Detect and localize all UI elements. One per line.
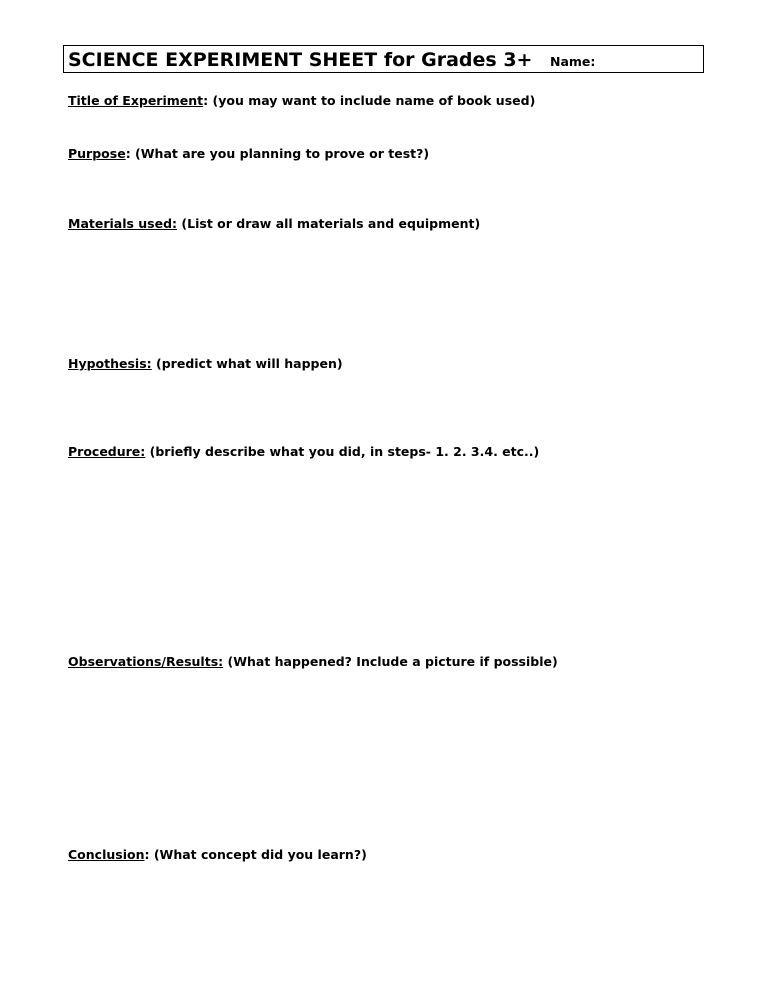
page-title: SCIENCE EXPERIMENT SHEET for Grades 3+ — [68, 49, 533, 71]
section-conclusion — [68, 847, 367, 863]
section-hint: (predict what will happen) — [151, 356, 343, 371]
section-label: Observations/Results: — [68, 654, 224, 669]
section-label: Hypothesis: — [68, 356, 152, 371]
section-hypothesis — [68, 356, 343, 372]
section-separator: : — [144, 847, 150, 862]
section-hint: (What are you planning to prove or test?) — [130, 146, 430, 161]
section-procedure — [68, 444, 539, 460]
header-box — [63, 45, 704, 73]
name-label: Name: — [550, 54, 596, 69]
section-hint: (briefly describe what you did, in steps- 1. 2. 3.4. etc..) — [145, 444, 540, 459]
section-separator: : — [203, 93, 209, 108]
section-title-of-experiment — [68, 93, 535, 109]
section-materials-used — [68, 216, 480, 232]
section-hint: (you may want to include name of book used) — [208, 93, 536, 108]
section-label: Procedure: — [68, 444, 146, 459]
section-observations-results — [68, 654, 558, 670]
section-hint: (List or draw all materials and equipment) — [177, 216, 481, 231]
section-separator: : — [125, 146, 131, 161]
section-hint: (What happened? Include a picture if possible) — [223, 654, 558, 669]
section-label: Materials used: — [68, 216, 178, 231]
section-hint: (What concept did you learn?) — [149, 847, 367, 862]
section-label: Title of Experiment — [68, 93, 204, 108]
section-label: Purpose — [68, 146, 126, 161]
section-label: Conclusion — [68, 847, 145, 862]
section-purpose — [68, 146, 429, 162]
